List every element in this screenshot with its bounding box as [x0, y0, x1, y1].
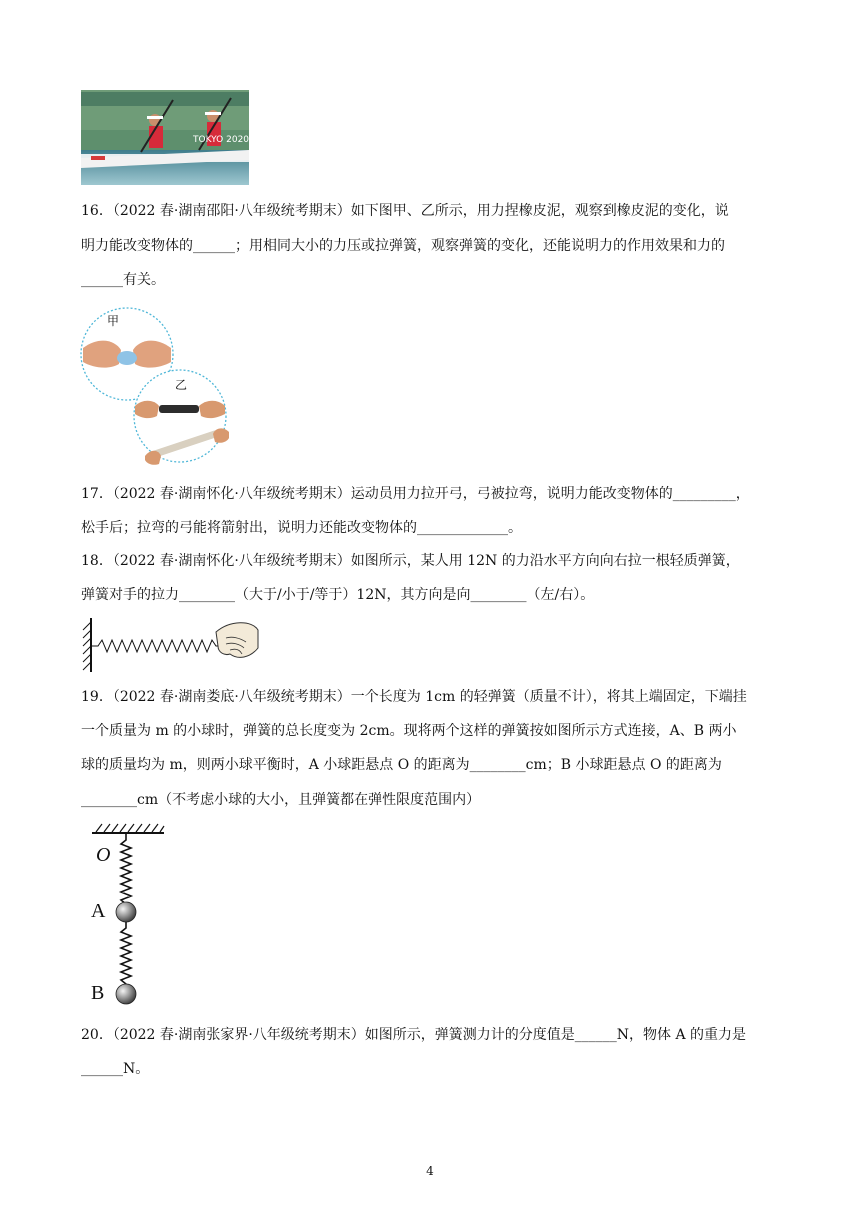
- q19-line-1: 19．（2022 春·湖南娄底·八年级统考期末）一个长度为 1cm 的轻弹簧（质量不计），将其上端固定，下端挂: [81, 689, 747, 705]
- q19-line-3: 球的质量均为 m，则两小球平衡时，A 小球距悬点 O 的距离为________cm；B 小球距悬点 O 的距离为: [81, 757, 722, 773]
- q18-figure: [80, 614, 260, 676]
- q17-line-1: 17．（2022 春·湖南怀化·八年级统考期末）运动员用力拉开弓，弓被拉弯，说明力能改变物体的_________，: [81, 486, 750, 502]
- q18-line-2: 弹簧对手的拉力________（大于/小于/等于）12N，其方向是向________（左/右）。: [81, 587, 595, 603]
- label-jia: 甲: [107, 314, 120, 328]
- q16-line-3: ______有关。: [81, 272, 165, 288]
- q20-line-2: ______N。: [81, 1061, 150, 1077]
- q20-line-1: 20．（2022 春·湖南张家界·八年级统考期末）如图所示，弹簧测力计的分度值是______N，物体 A 的重力是: [81, 1027, 747, 1043]
- label-b: B: [91, 982, 105, 1004]
- canoe-banner-text: TOKYO 2020: [193, 135, 249, 145]
- label-o: O: [96, 844, 111, 866]
- label-yi: 乙: [175, 378, 188, 392]
- q19-line-2: 一个质量为 m 的小球时，弹簧的总长度变为 2cm。现将两个这样的弹簧按如图所示方式连接，A、B 两小: [81, 723, 737, 739]
- q16-figure: [79, 306, 229, 466]
- q16-line-2: 明力能改变物体的______；用相同大小的力压或拉弹簧，观察弹簧的变化，还能说明力的作用效果和力的: [81, 238, 725, 254]
- q17-line-2: 松手后；拉弯的弓能将箭射出，说明力还能改变物体的_____________。: [81, 520, 522, 536]
- q19-line-4: ________cm（不考虑小球的大小，且弹簧都在弹性限度范围内）: [81, 792, 481, 808]
- canoe-photo: [81, 90, 249, 185]
- q16-line-1: 16．（2022 春·湖南邵阳·八年级统考期末）如下图甲、乙所示，用力捏橡皮泥，观察到橡皮泥的变化，说: [81, 203, 729, 219]
- q19-figure: [88, 820, 168, 1010]
- page-number: 4: [426, 1164, 434, 1178]
- q18-line-1: 18．（2022 春·湖南怀化·八年级统考期末）如图所示，某人用 12N 的力沿水平方向向右拉一根轻质弹簧，: [81, 553, 740, 569]
- label-a: A: [91, 900, 106, 922]
